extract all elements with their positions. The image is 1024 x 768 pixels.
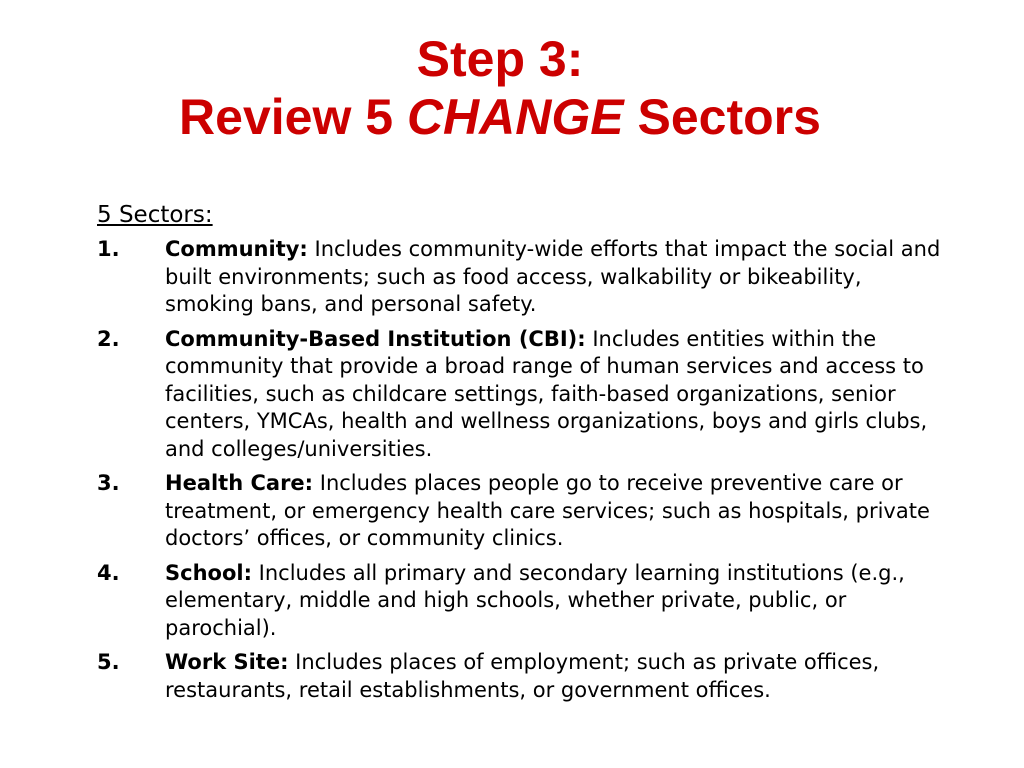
- list-item-term: Work Site:: [165, 650, 289, 674]
- list-item-body: [165, 326, 947, 464]
- list-item-number: 2.: [97, 326, 120, 351]
- list-item-body: [165, 470, 947, 553]
- list-item: [97, 649, 947, 704]
- list-item-term: Health Care:: [165, 471, 314, 495]
- list-item-term: Community-Based Institution (CBI):: [165, 326, 586, 351]
- title-line-2: [0, 88, 1000, 146]
- list-item-number: 4.: [97, 560, 120, 585]
- title-prefix: Review 5: [179, 89, 407, 145]
- title-suffix: Sectors: [623, 89, 821, 145]
- list-item-body: [165, 649, 947, 704]
- section-heading: 5 Sectors:: [97, 202, 213, 228]
- list-item-text: Includes places of employment; such as private offices, restaurants, retail establishments, or government offices.: [165, 650, 880, 702]
- list-item-number: 1.: [97, 237, 120, 261]
- list-item-text: Includes entities within the community that provide a broad range of human services and access to facilities, such as childcare settings, faith-based organizations, senior centers, YMCAs, health and wellness organizations, boys and girls clubs, and colleges/universities.: [165, 326, 928, 461]
- list-item-text: Includes places people go to receive preventive care or treatment, or emergency health care services; such as hospitals, private doctors’ offices, or community clinics.: [165, 471, 930, 550]
- title-emphasis: CHANGE: [406, 89, 624, 145]
- title-line-1: Step 3:: [416, 31, 584, 87]
- list-item: [97, 560, 947, 643]
- list-item-term: School:: [165, 560, 252, 585]
- list-item-term: Community:: [165, 237, 308, 261]
- list-item-number: 5.: [97, 650, 120, 674]
- list-item: [97, 236, 947, 319]
- list-item: [97, 470, 947, 553]
- list-item-text: Includes community-wide efforts that impact the social and built environments; such as food access, walkability or bikeability, smoking bans, and personal safety.: [165, 237, 941, 316]
- list-item-body: [165, 560, 947, 643]
- list-item: [97, 326, 947, 464]
- slide-content: [97, 200, 947, 711]
- slide-title: [0, 30, 1000, 146]
- list-item-body: [165, 236, 947, 319]
- list-item-text: Includes all primary and secondary learning institutions (e.g., elementary, middle and high schools, whether private, public, or parochial).: [165, 560, 905, 640]
- list-item-number: 3.: [97, 471, 120, 495]
